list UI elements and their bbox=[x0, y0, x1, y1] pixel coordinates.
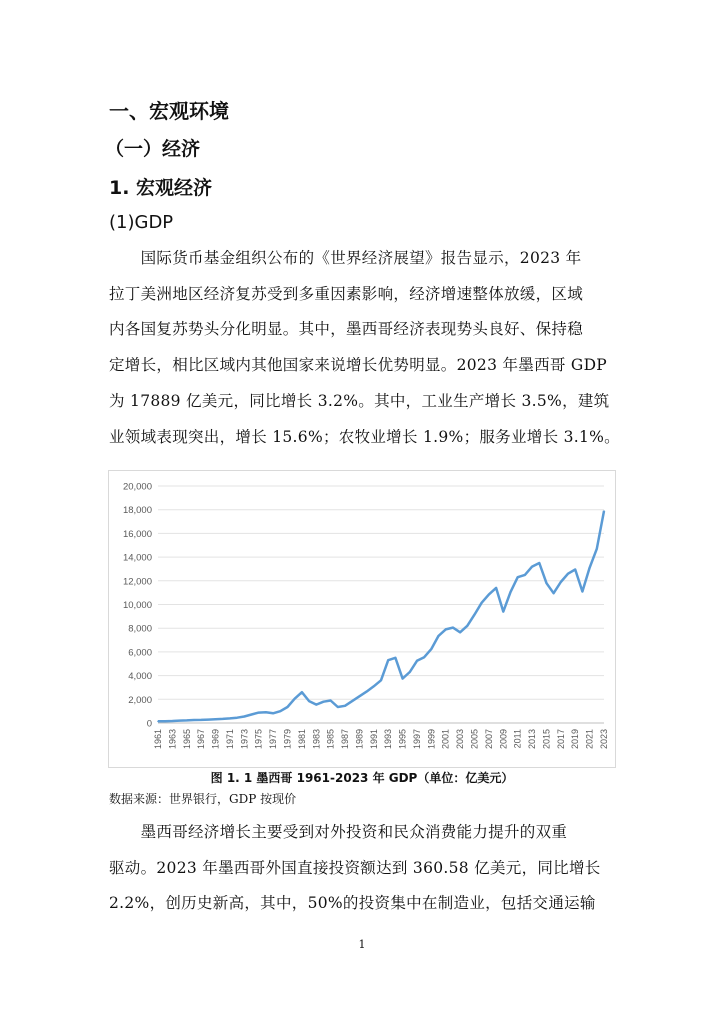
y-tick-label: 18,000 bbox=[122, 505, 152, 517]
data-point bbox=[546, 582, 548, 584]
heading-level-2: （一）经济 bbox=[105, 138, 201, 160]
chart-svg bbox=[108, 470, 616, 768]
data-point bbox=[179, 720, 181, 722]
data-point bbox=[308, 700, 310, 702]
data-point bbox=[172, 720, 174, 722]
data-point bbox=[596, 548, 598, 550]
data-point bbox=[301, 691, 303, 693]
paragraph-line: 驱动。2023 年墨西哥外国直接投资额达到 360.58 亿美元，同比增长 bbox=[109, 858, 601, 877]
data-point bbox=[272, 712, 274, 714]
y-tick-label: 4,000 bbox=[128, 671, 152, 683]
data-point bbox=[366, 691, 368, 693]
data-point bbox=[481, 602, 483, 604]
data-point bbox=[553, 592, 555, 594]
data-point bbox=[186, 720, 188, 722]
x-tick-label: 1979 bbox=[282, 729, 293, 750]
data-point bbox=[567, 573, 569, 575]
x-tick-label: 2001 bbox=[440, 729, 451, 750]
data-point bbox=[337, 706, 339, 708]
x-tick-label: 1993 bbox=[383, 729, 394, 750]
data-point bbox=[330, 700, 332, 702]
x-tick-label: 1989 bbox=[354, 729, 365, 750]
data-point bbox=[438, 635, 440, 637]
data-point bbox=[603, 510, 605, 512]
data-point bbox=[208, 719, 210, 721]
data-point bbox=[351, 700, 353, 702]
data-point bbox=[402, 678, 404, 680]
data-point bbox=[582, 591, 584, 593]
data-point bbox=[574, 569, 576, 571]
data-point bbox=[222, 718, 224, 720]
data-point bbox=[452, 627, 454, 629]
data-point bbox=[474, 614, 476, 616]
x-tick-label: 2021 bbox=[584, 729, 595, 750]
paragraph-line: 业领域表现突出，增长 15.6%；农牧业增长 1.9%；服务业增长 3.1%。 bbox=[109, 427, 620, 446]
data-point bbox=[315, 704, 317, 706]
y-tick-label: 12,000 bbox=[122, 576, 152, 588]
data-point bbox=[236, 717, 238, 719]
data-point bbox=[459, 632, 461, 634]
paragraph-investment bbox=[109, 815, 615, 922]
x-tick-label: 1965 bbox=[181, 729, 192, 750]
data-point bbox=[265, 712, 267, 714]
heading-level-4: (1)GDP bbox=[109, 212, 174, 233]
x-tick-label: 1981 bbox=[296, 729, 307, 750]
data-point bbox=[251, 714, 253, 716]
data-point bbox=[524, 574, 526, 576]
paragraph-line: 拉丁美洲地区经济复苏受到多重因素影响，经济增速整体放缓，区域 bbox=[109, 284, 584, 303]
data-point bbox=[423, 656, 425, 658]
y-tick-label: 0 bbox=[146, 718, 152, 730]
data-point bbox=[560, 581, 562, 583]
data-point bbox=[510, 591, 512, 593]
data-point bbox=[279, 710, 281, 712]
x-tick-label: 2007 bbox=[483, 729, 494, 750]
y-tick-label: 20,000 bbox=[122, 481, 152, 493]
data-point bbox=[258, 712, 260, 714]
data-point bbox=[538, 562, 540, 564]
x-tick-label: 1997 bbox=[411, 729, 422, 750]
data-point bbox=[467, 625, 469, 627]
y-tick-label: 2,000 bbox=[128, 694, 152, 706]
data-point bbox=[229, 718, 231, 720]
data-point bbox=[380, 680, 382, 682]
data-point bbox=[164, 720, 166, 722]
y-tick-label: 16,000 bbox=[122, 528, 152, 540]
x-tick-label: 1963 bbox=[167, 729, 178, 750]
data-point bbox=[395, 657, 397, 659]
paragraph-line: 墨西哥经济增长主要受到对外投资和民众消费能力提升的双重 bbox=[109, 823, 568, 841]
data-point bbox=[488, 594, 490, 596]
data-point bbox=[502, 611, 504, 613]
x-tick-label: 1973 bbox=[239, 729, 250, 750]
x-tick-label: 1969 bbox=[210, 729, 221, 750]
x-tick-label: 2003 bbox=[455, 729, 466, 750]
data-point bbox=[517, 576, 519, 578]
x-tick-label: 2013 bbox=[527, 729, 538, 750]
x-tick-label: 1985 bbox=[325, 729, 336, 750]
y-tick-label: 14,000 bbox=[122, 552, 152, 564]
paragraph-line: 内各国复苏势头分化明显。其中，墨西哥经济表现势头良好、保持稳 bbox=[109, 320, 584, 339]
y-tick-label: 10,000 bbox=[122, 600, 152, 611]
x-tick-label: 1983 bbox=[311, 729, 322, 750]
x-tick-label: 1995 bbox=[397, 729, 408, 750]
figure-caption: 图 1. 1 墨西哥 1961-2023 年 GDP（单位：亿美元） bbox=[210, 771, 514, 785]
data-point bbox=[409, 671, 411, 673]
x-tick-label: 1961 bbox=[153, 729, 163, 750]
x-tick-label: 2019 bbox=[570, 729, 581, 750]
paragraph-line: 国际货币基金组织公布的《世界经济展望》报告显示，2023 年 bbox=[109, 249, 582, 267]
data-point bbox=[445, 629, 447, 631]
paragraph-line: 定增长，相比区域内其他国家来说增长优势明显。2023 年墨西哥 GDP bbox=[109, 356, 608, 375]
data-point bbox=[294, 698, 296, 700]
data-point bbox=[431, 648, 433, 650]
paragraph-gdp bbox=[109, 241, 620, 455]
data-point bbox=[344, 705, 346, 707]
data-source-note: 数据来源：世界银行，GDP 按现价 bbox=[109, 792, 297, 806]
heading-level-1: 一、宏观环境 bbox=[109, 99, 229, 123]
x-tick-label: 2015 bbox=[541, 729, 552, 750]
data-point bbox=[157, 721, 159, 723]
paragraph-line: 为 17889 亿美元，同比增长 3.2%。其中，工业生产增长 3.5%，建筑 bbox=[109, 391, 610, 410]
x-tick-label: 2009 bbox=[498, 729, 509, 750]
data-point bbox=[387, 659, 389, 661]
x-tick-label: 1999 bbox=[426, 729, 437, 750]
x-tick-label: 1975 bbox=[253, 729, 264, 750]
y-tick-label: 6,000 bbox=[128, 647, 152, 659]
x-tick-label: 1977 bbox=[268, 729, 279, 750]
data-point bbox=[200, 719, 202, 721]
data-point bbox=[495, 587, 497, 589]
y-tick-label: 8,000 bbox=[128, 623, 152, 635]
data-point bbox=[215, 718, 217, 720]
x-tick-label: 1971 bbox=[224, 729, 235, 750]
data-point bbox=[359, 696, 361, 698]
x-tick-label: 1991 bbox=[368, 729, 379, 750]
x-tick-label: 2017 bbox=[555, 729, 566, 750]
data-point bbox=[323, 701, 325, 703]
x-tick-label: 1967 bbox=[196, 729, 207, 750]
x-tick-label: 2005 bbox=[469, 729, 480, 750]
data-point bbox=[193, 719, 195, 721]
x-tick-label: 1987 bbox=[340, 729, 351, 750]
data-point bbox=[416, 660, 418, 662]
x-tick-label: 2023 bbox=[599, 729, 609, 750]
heading-level-3: 1. 宏观经济 bbox=[109, 177, 213, 199]
paragraph-line: 2.2%，创历史新高，其中，50%的投资集中在制造业，包括交通运输 bbox=[109, 894, 596, 913]
data-point bbox=[531, 566, 533, 568]
data-point bbox=[244, 716, 246, 718]
gdp-line-chart bbox=[108, 470, 616, 768]
data-point bbox=[373, 685, 375, 687]
page-number: 1 bbox=[358, 938, 366, 951]
x-tick-label: 2011 bbox=[512, 729, 523, 749]
data-point bbox=[589, 567, 591, 569]
data-point bbox=[287, 706, 289, 708]
